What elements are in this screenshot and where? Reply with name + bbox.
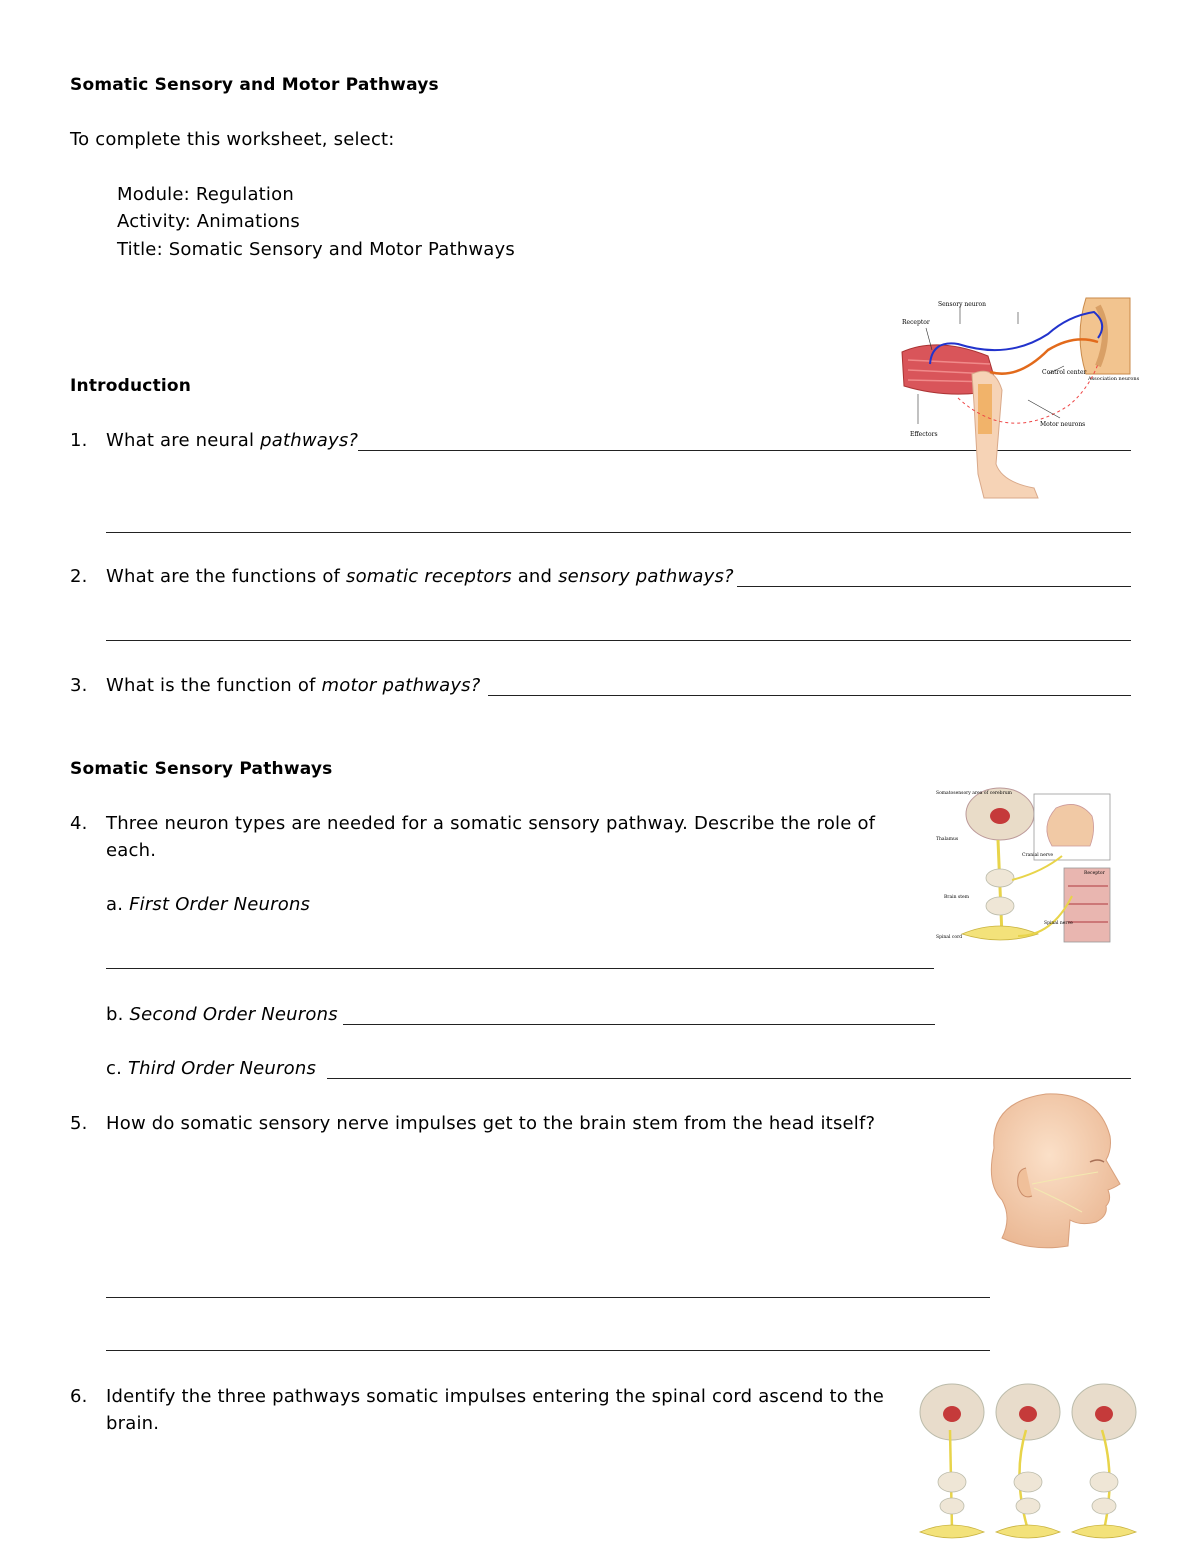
- activity-line: Activity: Animations: [117, 211, 300, 232]
- question-1: [70, 430, 359, 452]
- answer-line-2a[interactable]: [737, 586, 1131, 587]
- label-control-center: Control center: [1042, 369, 1087, 376]
- module-line: Module: Regulation: [117, 184, 294, 205]
- label-spinal-cord: Spinal cord: [936, 935, 963, 940]
- label-spinal-nerve: Spinal nerve: [1044, 921, 1073, 926]
- question-text-emphasis: somatic receptors: [346, 566, 512, 587]
- question-text-plain: What is the function of: [106, 675, 322, 696]
- sub-label: c.: [106, 1058, 123, 1079]
- label-effectors: Effectors: [910, 431, 938, 438]
- question-5: [70, 1113, 876, 1135]
- question-4a: [106, 894, 310, 916]
- head-shape: [991, 1094, 1120, 1248]
- label-sensory-neuron: Sensory neuron: [938, 301, 987, 308]
- tendon-shape: [978, 384, 992, 434]
- question-4-text-line2: each.: [106, 840, 157, 861]
- answer-line-4a[interactable]: [106, 968, 934, 969]
- brain-stem-section: [986, 869, 1014, 887]
- pathway-diagram-2: [996, 1384, 1060, 1538]
- spinal-cord-section: [962, 926, 1038, 940]
- head-inset-shape: [1047, 804, 1094, 846]
- thalamus-shape: [990, 808, 1010, 824]
- question-6: [70, 1386, 885, 1408]
- answer-line-4b[interactable]: [343, 1024, 935, 1025]
- ascending-pathways-figure: [916, 1380, 1146, 1548]
- question-number: 6.: [70, 1386, 88, 1407]
- title-line: Title: Somatic Sensory and Motor Pathways: [117, 239, 515, 260]
- question-text-line1: Three neuron types are needed for a somatic sensory pathway. Describe the role of: [106, 813, 876, 834]
- question-text: [106, 675, 481, 697]
- question-number: 1.: [70, 430, 88, 451]
- sensory-pathway-figure: [932, 786, 1114, 946]
- label-receptor: Receptor: [1084, 871, 1105, 876]
- sub-question-emphasis: Third Order Neurons: [127, 1058, 317, 1079]
- answer-line-2b[interactable]: [106, 640, 1131, 641]
- label-brain-stem: Brain stem: [944, 895, 969, 900]
- head-profile-figure: [972, 1088, 1126, 1250]
- label-cranial-nerve: Cranial nerve: [1022, 853, 1054, 858]
- worksheet-title: Somatic Sensory and Motor Pathways: [70, 75, 439, 95]
- sub-label: a.: [106, 894, 124, 915]
- question-text-plain: and: [511, 566, 559, 587]
- label-thalamus: Thalamus: [936, 837, 959, 842]
- medulla-section: [986, 897, 1014, 915]
- answer-line-4c[interactable]: [327, 1078, 1131, 1079]
- question-text: [106, 430, 358, 452]
- question-number: 3.: [70, 675, 88, 696]
- question-6-text-line2: brain.: [106, 1413, 160, 1434]
- pathway-diagram-3: [1072, 1384, 1136, 1538]
- question-text-line1: Identify the three pathways somatic impulses entering the spinal cord ascend to the: [106, 1386, 885, 1407]
- answer-line-1b[interactable]: [106, 532, 1131, 533]
- question-text: How do somatic sensory nerve impulses get to the brain stem from the head itself?: [106, 1113, 876, 1134]
- question-4: [70, 813, 876, 835]
- question-text-plain: What are the functions of: [106, 566, 347, 587]
- section-sensory-pathways: Somatic Sensory Pathways: [70, 759, 333, 779]
- label-somatosensory-area: Somatosensory area of cerebrum: [936, 791, 1012, 796]
- answer-line-5b[interactable]: [106, 1350, 990, 1351]
- label-association-neurons: Association neurons: [1088, 376, 1140, 382]
- answer-line-3[interactable]: [488, 695, 1131, 696]
- answer-line-5a[interactable]: [106, 1297, 990, 1298]
- question-number: 5.: [70, 1113, 88, 1134]
- question-text-emphasis: pathways?: [260, 430, 359, 451]
- instructions-text: To complete this worksheet, select:: [70, 129, 395, 150]
- question-text: [106, 566, 734, 588]
- sub-label: b.: [106, 1004, 124, 1025]
- label-motor-neurons: Motor neurons: [1040, 421, 1086, 428]
- sub-question-emphasis: First Order Neurons: [129, 894, 311, 915]
- sub-question-emphasis: Second Order Neurons: [129, 1004, 338, 1025]
- pathway-diagram-1: [920, 1384, 984, 1538]
- question-4c: [106, 1058, 316, 1080]
- question-number: 2.: [70, 566, 88, 587]
- ascending-tract: [998, 840, 1002, 936]
- label-receptor: Receptor: [902, 319, 930, 326]
- question-4b: [106, 1004, 338, 1026]
- question-2: [70, 566, 734, 588]
- question-3: [70, 675, 481, 697]
- section-introduction: Introduction: [70, 376, 192, 396]
- question-text-emphasis: motor pathways?: [321, 675, 481, 696]
- question-number: 4.: [70, 813, 88, 834]
- reflex-arc-figure: [898, 294, 1140, 502]
- question-text-plain: What are neural: [106, 430, 261, 451]
- question-text-emphasis: sensory pathways?: [558, 566, 734, 587]
